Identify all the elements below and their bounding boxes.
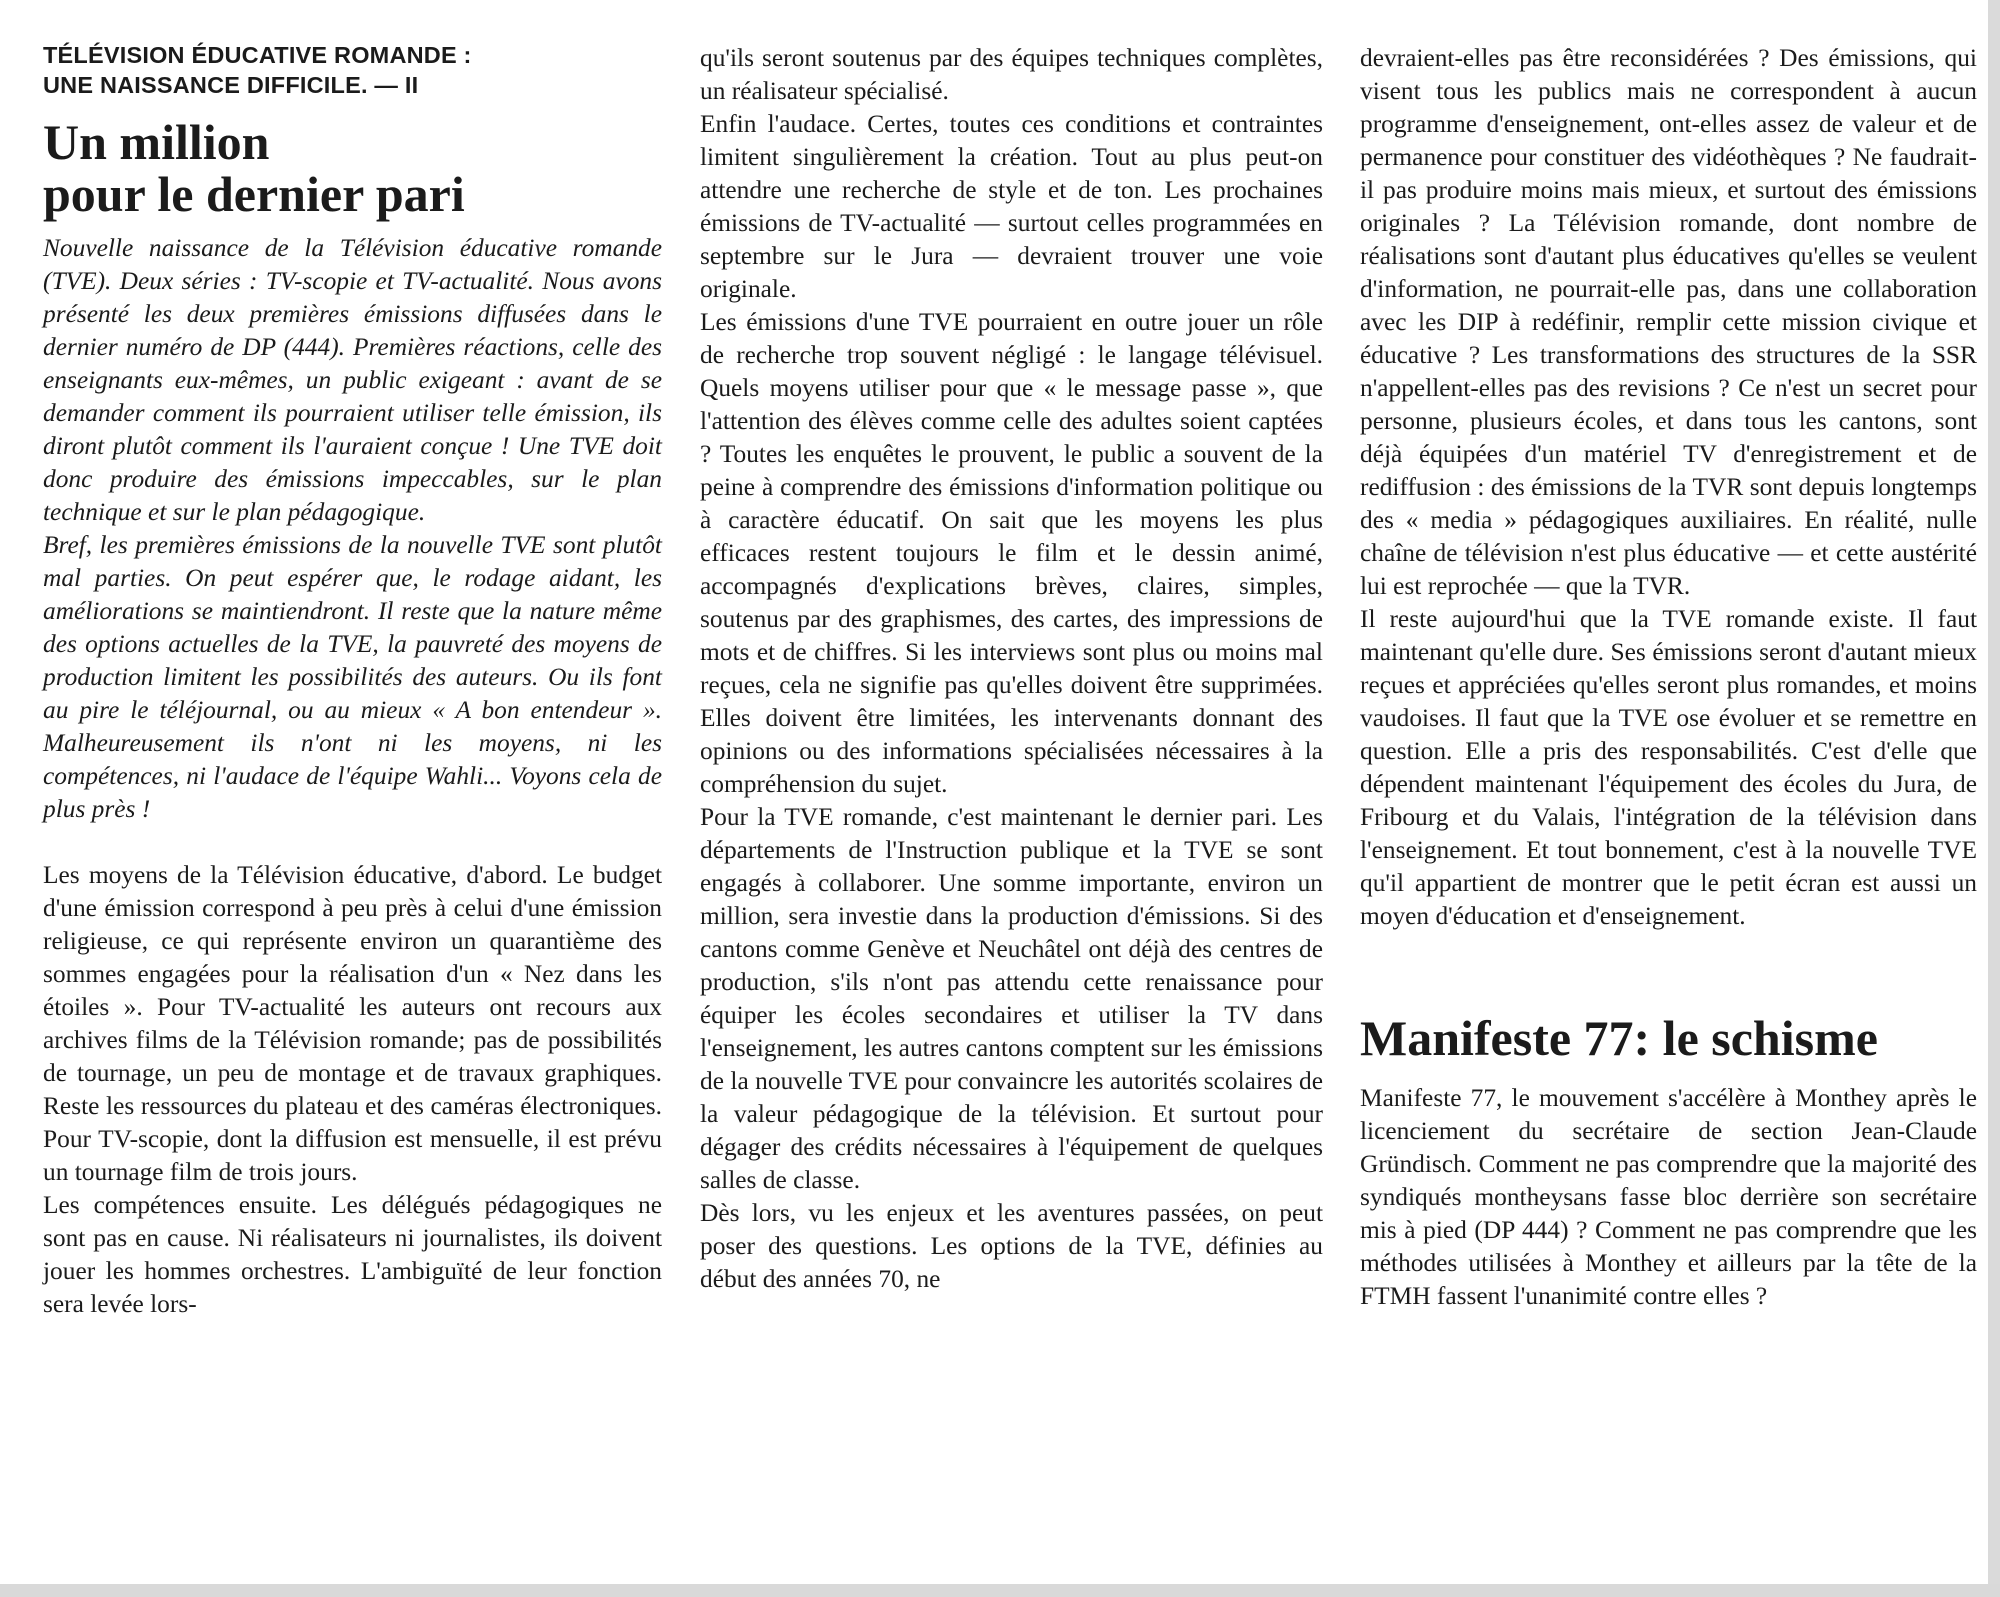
column-3 <box>1360 42 1977 1313</box>
kicker-line-1: TÉLÉVISION ÉDUCATIVE ROMANDE : <box>43 42 472 68</box>
standfirst-paragraph: Nouvelle naissance de la Télévision éducative romande (TVE). Deux séries : TV-scopie et TV-actualité. Nous avons présenté les deux premières émissions diffusées dans le dernier numéro de DP (444). Premières réactions, celle des enseignants eux-mêmes, un public exigeant : avant de se demander comment ils pourraient utiliser telle émission, ils diront plutôt comment ils l'auraient conçue ! Une TVE doit donc produire des émissions impeccables, sur le plan technique et sur le plan pédagogique. <box>43 234 662 526</box>
body-paragraph: Pour la TVE romande, c'est maintenant le dernier pari. Les départements de l'Instruction publique et la TVE se sont engagés à collaborer. Une somme importante, environ un million, sera investie dans la production d'émissions. Si des cantons comme Genève et Neuchâtel ont déjà des centres de production, s'ils n'ont pas attendu cette renaissance pour équiper les écoles secondaires et utiliser la TV dans l'enseignement, les autres cantons comptent sur les émissions de la nouvelle TVE pour convaincre les autorités scolaires de la valeur pédagogique de la télévision. Et surtout pour dégager des crédits nécessaires à l'équipement de quelques salles de classe. <box>700 803 1323 1194</box>
second-article-body: Manifeste 77, le mouvement s'accélère à Monthey après le licenciement du secrétaire de section Jean-Claude Gründisch. Comment ne pas comprendre que la majorité des syndiqués montheysans fasse bloc derrière son secrétaire mis à pied (DP 444) ? Comment ne pas comprendre que les méthodes utilisées à Monthey et ailleurs par la tête de la FTMH fassent l'unanimité contre elles ? <box>1360 1084 1977 1310</box>
article-kicker <box>43 40 662 100</box>
body-paragraph: Les moyens de la Télévision éducative, d'abord. Le budget d'une émission correspond à peu près à celui d'une émission religieuse, ce qui représente environ un quarantième des sommes engagées pour la réalisation d'un « Nez dans les étoiles ». Pour TV-actualité les auteurs ont recours aux archives films de la Télévision romande; pas de possibilités de tournage, un peu de montage et de travaux graphiques. Reste les ressources du plateau et des caméras électroniques. Pour TV-scopie, dont la diffusion est mensuelle, il est prévu un tournage film de trois jours. <box>43 861 662 1186</box>
kicker-line-2: UNE NAISSANCE DIFFICILE. — II <box>43 72 419 98</box>
column-1 <box>43 40 662 1321</box>
second-article-headline: Manifeste 77: le schisme <box>1360 1010 1878 1066</box>
scan-bottom-band <box>0 1584 2000 1597</box>
body-paragraph: Dès lors, vu les enjeux et les aventures passées, on peut poser des questions. Les options de la TVE, définies au début des années 70, ne <box>700 1199 1323 1293</box>
body-paragraph: Les émissions d'une TVE pourraient en outre jouer un rôle de recherche trop souvent négligé : le langage télévisuel. Quels moyens utiliser pour que « le message passe », que l'attention des élèves comme celle des adultes soient captées ? Toutes les enquêtes le prouvent, le public a souvent de la peine à comprendre des émissions d'information politique ou à caractère éducatif. On sait que les moyens les plus efficaces restent toujours le film et le dessin animé, accompagnés d'explications brèves, claires, simples, soutenus par des graphismes, des cartes, des impressions de mots et de chiffres. Si les interviews sont plus ou moins mal reçues, cela ne signifie pas qu'elles doivent être supprimées. Elles doivent être limitées, les intervenants donnant des opinions ou des informations spécialisées nécessaires à la compréhension du sujet. <box>700 308 1323 798</box>
body-paragraph: devraient-elles pas être reconsidérées ? Des émissions, qui visent tous les publics mais ne correspondent à aucun programme d'enseignement, ont-elles assez de valeur et de permanence pour constituer des vidéothèques ? Ne faudrait-il pas produire moins mais mieux, et surtout des émissions originales ? La Télévision romande, dont nombre de réalisations sont d'autant plus éducatives qu'elles se veulent d'information, ne pourrait-elle pas, dans une collaboration avec les DIP à redéfinir, remplir cette mission civique et éducative ? Les transformations des structures de la SSR n'appellent-elles pas des revisions ? Ce n'est un secret pour personne, plusieurs écoles, et dans tous les cantons, sont déjà équipées d'un matériel TV d'enregistrement et de rediffusion : des émissions de la TVR sont depuis longtemps des « media » pédagogiques auxiliaires. En réalité, nulle chaîne de télévision n'est plus éducative — et cette austérité lui est reprochée — que la TVR. <box>1360 44 1977 600</box>
article-standfirst <box>43 232 662 826</box>
standfirst-paragraph: Bref, les premières émissions de la nouvelle TVE sont plutôt mal parties. On peut espérer que, le rodage aidant, les améliorations se maintiendront. Il reste que la nature même des options actuelles de la TVE, la pauvreté des moyens de production limitent les possibilités des auteurs. Ou ils font au pire le téléjournal, ou au mieux « A bon entendeur ». Malheureusement ils n'ont ni les moyens, ni les compétences, ni l'audace de l'équipe Wahli... Voyons cela de plus près ! <box>43 531 662 823</box>
article-headline <box>43 116 662 220</box>
body-paragraph: Enfin l'audace. Certes, toutes ces conditions et contraintes limitent singulièrement la création. Tout au plus peut-on attendre une recherche de style et de ton. Les prochaines émissions de TV-actualité — surtout celles programmées en septembre sur le Jura — devraient trouver une voie originale. <box>700 110 1323 303</box>
page-edge <box>1988 0 2000 1597</box>
body-paragraph: Il reste aujourd'hui que la TVE romande existe. Il faut maintenant qu'elle dure. Ses émissions seront d'autant mieux reçues et appréciées qu'elles seront plus romandes, et moins vaudoises. Il faut que la TVE ose évoluer et se remettre en question. Elle a pris des responsabilités. C'est d'elle que dépendent maintenant l'équipement des écoles du Jura, de Fribourg et du Valais, l'intégration de la télévision dans l'enseignement. Et tout bonnement, c'est à la nouvelle TVE qu'il appartient de montrer que le petit écran est aussi un moyen d'éducation et d'enseignement. <box>1360 605 1977 930</box>
body-paragraph: qu'ils seront soutenus par des équipes techniques complètes, un réalisateur spécialisé. <box>700 44 1323 105</box>
headline-line-1: Un million <box>43 114 270 170</box>
body-paragraph: Les compétences ensuite. Les délégués pédagogiques ne sont pas en cause. Ni réalisateurs ni journalistes, ils doivent jouer les hommes orchestres. L'ambiguïté de leur fonction sera levée lors- <box>43 1191 662 1318</box>
column-2 <box>700 42 1323 1296</box>
headline-line-2: pour le dernier pari <box>43 166 465 222</box>
